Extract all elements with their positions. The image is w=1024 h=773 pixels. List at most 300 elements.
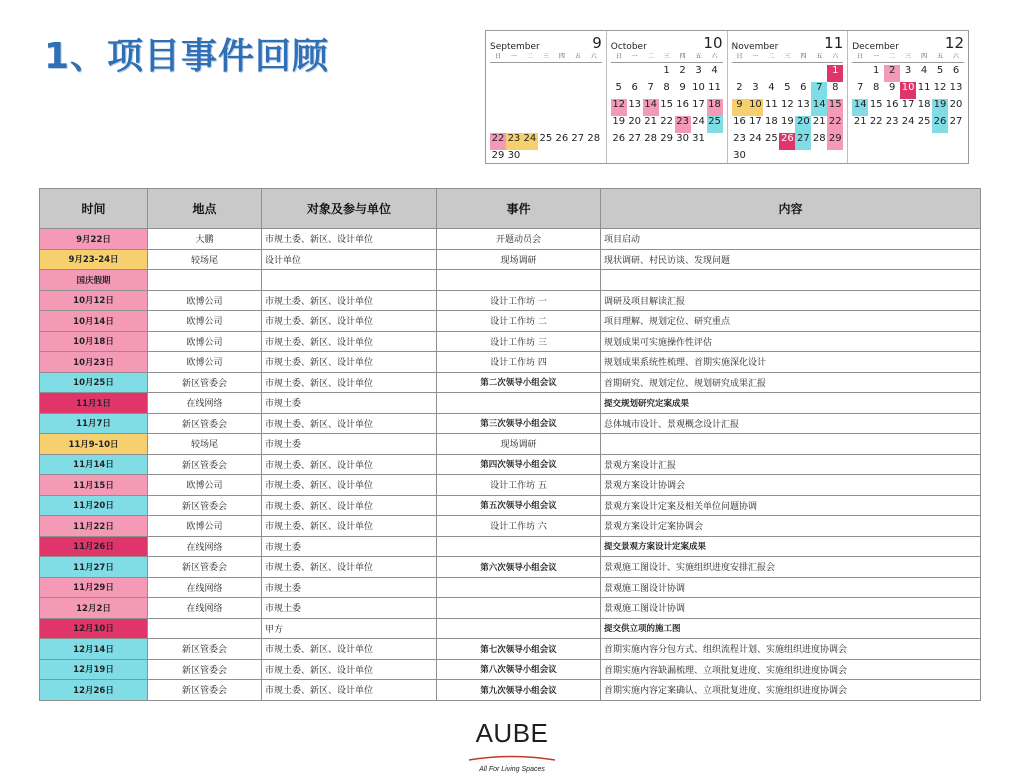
weekday-row (490, 52, 602, 63)
cell-party: 市规土委、新区、设计单位 (262, 311, 437, 332)
weekday-row (852, 52, 964, 63)
table-row (40, 352, 981, 373)
calendar-day: 12 (781, 99, 794, 110)
weekday-label: 六 (590, 53, 597, 60)
weekday-label: 二 (889, 53, 896, 60)
calendar-day: 1 (827, 65, 843, 82)
calendar-blank (643, 65, 659, 82)
table-row (40, 393, 981, 414)
cell-place: 新区管委会 (148, 680, 262, 701)
cell-event: 开题动员会 (437, 229, 601, 250)
weekday-label: 一 (510, 53, 517, 60)
calendar-day: 24 (522, 133, 538, 150)
cell-party: 市规土委、新区、设计单位 (262, 454, 437, 475)
calendar-blank (732, 65, 748, 82)
calendar-day: 2 (679, 65, 686, 76)
month-name: October (610, 42, 647, 52)
cell-place: 欧博公司 (148, 352, 262, 373)
cell-party: 市规土委、新区、设计单位 (262, 495, 437, 516)
cell-event: 第八次领导小组会议 (437, 659, 601, 680)
cell-time: 10月12日 (40, 290, 148, 311)
calendar-day: 30 (507, 150, 521, 161)
calendar-blank (570, 99, 586, 116)
calendar-blank (570, 116, 586, 133)
calendar-blank (586, 65, 602, 82)
calendar-blank (506, 65, 522, 82)
cell-time: 11月14日 (40, 454, 148, 475)
cell-party: 市规土委、新区、设计单位 (262, 229, 437, 250)
calendar-blank (538, 116, 554, 133)
cell-time: 11月26日 (40, 536, 148, 557)
cell-place: 在线网络 (148, 598, 262, 619)
cell-party: 市规土委 (262, 598, 437, 619)
cell-event (437, 270, 601, 291)
calendar-day: 10 (900, 82, 916, 99)
header-event: 事件 (437, 189, 601, 229)
weekday-label: 二 (768, 53, 775, 60)
cell-content: 提交规划研究定案成果 (601, 393, 981, 414)
cell-event: 现场调研 (437, 434, 601, 455)
header-place: 地点 (148, 189, 262, 229)
cell-time: 12月2日 (40, 598, 148, 619)
table-row (40, 680, 981, 701)
calendar-day: 18 (917, 99, 931, 110)
cell-event: 第二次领导小组会议 (437, 372, 601, 393)
cell-party (262, 270, 437, 291)
calendar-blank (852, 65, 868, 82)
cell-place: 欧博公司 (148, 516, 262, 537)
weekday-label: 日 (857, 53, 864, 60)
calendar-day: 27 (571, 133, 585, 144)
table-row (40, 659, 981, 680)
weekday-label: 三 (663, 53, 670, 60)
cell-content: 项目理解、规划定位、研究重点 (601, 311, 981, 332)
calendar-day: 18 (765, 116, 778, 127)
table-row (40, 331, 981, 352)
calendar-day: 28 (644, 133, 658, 144)
calendar-day: 25 (707, 116, 723, 133)
weekday-row (611, 52, 723, 63)
cell-content: 项目启动 (601, 229, 981, 250)
calendar-day: 4 (768, 82, 775, 93)
cell-party: 市规土委、新区、设计单位 (262, 331, 437, 352)
cell-time: 11月1日 (40, 393, 148, 414)
calendar-day: 26 (932, 116, 948, 133)
calendar-day: 22 (869, 116, 883, 127)
calendar-day: 9 (888, 82, 896, 93)
calendar-day: 15 (827, 99, 843, 116)
calendar-day: 20 (795, 116, 811, 133)
calendar-day: 14 (811, 99, 827, 116)
calendar-blank (490, 65, 506, 82)
header-party: 对象及参与单位 (262, 189, 437, 229)
cell-event: 现场调研 (437, 249, 601, 270)
calendar-day: 20 (949, 99, 963, 110)
cell-content: 首期实施内容缺漏梳理、立项批复进度、实施组织进度协调会 (601, 659, 981, 680)
cell-time: 11月9-10日 (40, 434, 148, 455)
calendar-day: 29 (491, 150, 505, 161)
calendar-day: 6 (631, 82, 638, 93)
calendar-day: 7 (647, 82, 654, 93)
calendar-day: 28 (587, 133, 601, 144)
calendar-day: 23 (885, 116, 899, 127)
calendar-blank (779, 65, 795, 82)
calendar-day: 5 (615, 82, 622, 93)
calendar-day: 16 (733, 116, 746, 127)
cell-event: 设计工作坊 六 (437, 516, 601, 537)
aube-logo (466, 720, 558, 773)
calendar-day: 23 (733, 133, 746, 144)
calendar-day: 28 (812, 133, 826, 144)
calendar-day: 10 (747, 99, 763, 116)
calendar-day: 3 (695, 65, 702, 76)
weekday-label: 二 (526, 53, 533, 60)
cell-party: 市规土委、新区、设计单位 (262, 680, 437, 701)
event-table (39, 188, 981, 701)
calendar-day: 21 (644, 116, 658, 127)
cell-content: 首期实施内容定案确认、立项批复进度、实施组织进度协调会 (601, 680, 981, 701)
table-row (40, 434, 981, 455)
calendar-day: 3 (904, 65, 912, 76)
calendar-day: 21 (853, 116, 867, 127)
calendar-day: 31 (692, 133, 705, 144)
weekday-label: 四 (679, 53, 686, 60)
month-number: 10 (703, 34, 723, 52)
cell-content: 规划成果可实施操作性评估 (601, 331, 981, 352)
calendar-day: 5 (784, 82, 791, 93)
calendar-day: 7 (857, 82, 864, 93)
calendar-blank (554, 99, 570, 116)
calendar-month (728, 31, 849, 163)
month-name: November (731, 42, 779, 52)
calendar-day: 29 (660, 133, 673, 144)
cell-place: 欧博公司 (148, 290, 262, 311)
calendar-day: 25 (917, 116, 931, 127)
table-row (40, 557, 981, 578)
calendar-day: 25 (539, 133, 553, 144)
calendar-day: 26 (555, 133, 569, 144)
calendar-day: 20 (628, 116, 642, 127)
cell-content: 调研及项目解读汇报 (601, 290, 981, 311)
calendar-day: 24 (901, 116, 915, 127)
table-row (40, 516, 981, 537)
calendar-day: 1 (663, 65, 670, 76)
cell-time: 11月7日 (40, 413, 148, 434)
calendar-day: 15 (869, 99, 883, 110)
calendar-day: 4 (920, 65, 928, 76)
calendar-day: 22 (490, 133, 506, 150)
calendar-day: 26 (612, 133, 626, 144)
calendar-blank (611, 65, 627, 82)
table-row (40, 229, 981, 250)
calendar-day: 14 (643, 99, 659, 116)
cell-content (601, 270, 981, 291)
weekday-label: 四 (921, 53, 928, 60)
weekday-label: 二 (647, 53, 654, 60)
calendar-blank (554, 82, 570, 99)
cell-time: 10月23日 (40, 352, 148, 373)
calendar-blank (554, 65, 570, 82)
cell-event: 第九次领导小组会议 (437, 680, 601, 701)
cell-content: 规划成果系统性梳理、首期实施深化设计 (601, 352, 981, 373)
weekday-label: 五 (574, 53, 581, 60)
weekday-label: 六 (711, 53, 718, 60)
weekday-label: 五 (937, 53, 944, 60)
cell-party: 市规土委 (262, 577, 437, 598)
calendar-blank (490, 116, 506, 133)
calendar-day: 27 (628, 133, 642, 144)
cell-event: 设计工作坊 五 (437, 475, 601, 496)
cell-place: 在线网络 (148, 393, 262, 414)
cell-place: 较场尾 (148, 249, 262, 270)
cell-place: 新区管委会 (148, 372, 262, 393)
cell-place: 新区管委会 (148, 639, 262, 660)
calendar-blank (586, 116, 602, 133)
calendar-month (486, 31, 607, 163)
cell-party: 市规土委、新区、设计单位 (262, 516, 437, 537)
calendar-day: 19 (781, 116, 794, 127)
cell-time: 国庆假期 (40, 270, 148, 291)
table-row (40, 270, 981, 291)
cell-place (148, 270, 262, 291)
weekday-label: 一 (873, 53, 880, 60)
cell-content (601, 434, 981, 455)
table-row (40, 495, 981, 516)
cell-event: 第五次领导小组会议 (437, 495, 601, 516)
table-row (40, 598, 981, 619)
calendar-day: 16 (676, 99, 689, 110)
cell-time: 9月22日 (40, 229, 148, 250)
cell-time: 12月26日 (40, 680, 148, 701)
cell-place: 较场尾 (148, 434, 262, 455)
cell-place: 欧博公司 (148, 311, 262, 332)
calendar-day: 24 (749, 133, 762, 144)
weekday-label: 三 (905, 53, 912, 60)
calendar-day: 2 (736, 82, 743, 93)
weekday-row (732, 52, 844, 63)
cell-event (437, 577, 601, 598)
logo-tagline: All For Living Spaces (479, 766, 545, 773)
calendar-day: 23 (675, 116, 691, 133)
calendar-blank (811, 65, 827, 82)
cell-time: 10月25日 (40, 372, 148, 393)
cell-place: 新区管委会 (148, 557, 262, 578)
calendar-day: 12 (611, 99, 627, 116)
cell-place: 新区管委会 (148, 413, 262, 434)
calendar-blank (506, 82, 522, 99)
weekday-label: 六 (832, 53, 839, 60)
calendar-day: 6 (952, 65, 960, 76)
cell-content: 提交景观方案设计定案成果 (601, 536, 981, 557)
cell-place: 新区管委会 (148, 454, 262, 475)
cell-time: 12月10日 (40, 618, 148, 639)
calendar-day: 17 (901, 99, 915, 110)
table-row (40, 454, 981, 475)
calendar-blank (570, 65, 586, 82)
calendar-blank (490, 82, 506, 99)
cell-event: 设计工作坊 二 (437, 311, 601, 332)
calendar-blank (506, 99, 522, 116)
cell-content: 首期实施内容分包方式、组织流程计划、实施组织进度协调会 (601, 639, 981, 660)
calendar-blank (763, 65, 779, 82)
weekday-label: 日 (494, 53, 501, 60)
cell-content: 景观施工图设计、实施组织进度安排汇报会 (601, 557, 981, 578)
cell-place: 在线网络 (148, 577, 262, 598)
table-row (40, 639, 981, 660)
header-content: 内容 (601, 189, 981, 229)
calendar-day: 9 (679, 82, 686, 93)
calendar-day: 15 (660, 99, 673, 110)
cell-content: 景观方案设计定案协调会 (601, 516, 981, 537)
calendar-day: 21 (812, 116, 826, 127)
calendar-day: 9 (732, 99, 748, 116)
calendar-blank (522, 99, 538, 116)
weekday-label: 日 (615, 53, 622, 60)
cell-content: 提交供立项的施工图 (601, 618, 981, 639)
weekday-label: 四 (558, 53, 565, 60)
calendar-day: 13 (628, 99, 642, 110)
month-number: 11 (824, 34, 844, 52)
page-title: 1、项目事件回顾 (44, 36, 330, 77)
table-row (40, 577, 981, 598)
cell-party: 市规土委、新区、设计单位 (262, 352, 437, 373)
calendar-blank (522, 65, 538, 82)
header-time: 时间 (40, 189, 148, 229)
cell-party: 市规土委 (262, 536, 437, 557)
cell-time: 11月29日 (40, 577, 148, 598)
cell-event (437, 393, 601, 414)
cell-party: 市规土委、新区、设计单位 (262, 413, 437, 434)
cell-party: 市规土委 (262, 393, 437, 414)
cell-party: 市规土委、新区、设计单位 (262, 639, 437, 660)
calendar-blank (586, 99, 602, 116)
weekday-label: 三 (784, 53, 791, 60)
calendar-day: 19 (932, 99, 948, 116)
calendar-day: 18 (707, 99, 723, 116)
calendar-day: 11 (765, 99, 778, 110)
calendar-day: 22 (660, 116, 673, 127)
calendar-day: 5 (936, 65, 944, 76)
table-header-row (40, 189, 981, 229)
cell-event: 第四次领导小组会议 (437, 454, 601, 475)
cell-content: 景观方案设计汇报 (601, 454, 981, 475)
weekday-label: 五 (816, 53, 823, 60)
cell-content: 景观方案设计协调会 (601, 475, 981, 496)
cell-event: 设计工作坊 一 (437, 290, 601, 311)
calendar-day: 17 (692, 99, 705, 110)
cell-content: 景观方案设计定案及相关单位问题协调 (601, 495, 981, 516)
cell-event: 第三次领导小组会议 (437, 413, 601, 434)
cell-time: 11月20日 (40, 495, 148, 516)
weekday-label: 一 (631, 53, 638, 60)
cell-party: 市规土委、新区、设计单位 (262, 557, 437, 578)
weekday-label: 一 (752, 53, 759, 60)
calendar-day: 30 (733, 150, 746, 161)
table-row (40, 311, 981, 332)
cell-place: 欧博公司 (148, 475, 262, 496)
cell-content: 景观施工图设计协调 (601, 577, 981, 598)
table-row (40, 475, 981, 496)
cell-party: 甲方 (262, 618, 437, 639)
calendar-month (607, 31, 728, 163)
cell-event: 设计工作坊 三 (437, 331, 601, 352)
weekday-label: 五 (695, 53, 702, 60)
calendar-day: 10 (692, 82, 705, 93)
month-name: December (852, 42, 899, 52)
cell-place (148, 618, 262, 639)
calendar-blank (506, 116, 522, 133)
logo-name: AUBE (475, 718, 549, 748)
calendar-day: 30 (676, 133, 689, 144)
table-row (40, 618, 981, 639)
calendar-day: 8 (832, 82, 839, 93)
table-row (40, 413, 981, 434)
cell-party: 市规土委、新区、设计单位 (262, 290, 437, 311)
calendar-day: 2 (884, 65, 900, 82)
calendar-blank (795, 65, 811, 82)
cell-time: 11月27日 (40, 557, 148, 578)
calendar-day: 8 (663, 82, 670, 93)
calendar-strip (485, 30, 969, 164)
cell-time: 11月22日 (40, 516, 148, 537)
calendar-month (848, 31, 968, 163)
month-name: September (490, 42, 540, 52)
calendar-day: 27 (795, 133, 811, 150)
calendar-blank (586, 82, 602, 99)
calendar-day: 13 (949, 82, 963, 93)
calendar-blank (522, 82, 538, 99)
cell-time: 10月14日 (40, 311, 148, 332)
calendar-day: 8 (873, 82, 880, 93)
month-number: 9 (592, 34, 602, 52)
calendar-blank (538, 65, 554, 82)
calendar-day: 26 (779, 133, 795, 150)
calendar-day: 27 (949, 116, 963, 127)
calendar-blank (747, 65, 763, 82)
table-row (40, 249, 981, 270)
cell-content: 景观施工图设计协调 (601, 598, 981, 619)
cell-time: 10月18日 (40, 331, 148, 352)
calendar-day: 14 (852, 99, 868, 116)
cell-content: 首期研究、规划定位、规划研究成果汇报 (601, 372, 981, 393)
calendar-blank (522, 116, 538, 133)
calendar-day: 24 (692, 116, 705, 127)
calendar-day: 1 (873, 65, 880, 76)
cell-time: 11月15日 (40, 475, 148, 496)
cell-content: 总体城市设计、景观概念设计汇报 (601, 413, 981, 434)
cell-time: 12月14日 (40, 639, 148, 660)
logo-swoosh-icon (467, 755, 557, 761)
calendar-blank (554, 116, 570, 133)
calendar-day: 6 (800, 82, 807, 93)
calendar-day: 25 (765, 133, 778, 144)
weekday-label: 三 (542, 53, 549, 60)
cell-party: 市规土委、新区、设计单位 (262, 475, 437, 496)
table-row (40, 372, 981, 393)
calendar-day: 22 (827, 116, 843, 133)
cell-event: 第六次领导小组会议 (437, 557, 601, 578)
cell-time: 12月19日 (40, 659, 148, 680)
calendar-day: 19 (612, 116, 626, 127)
calendar-blank (538, 99, 554, 116)
cell-place: 新区管委会 (148, 659, 262, 680)
cell-party: 市规土委、新区、设计单位 (262, 659, 437, 680)
weekday-label: 四 (800, 53, 807, 60)
cell-event (437, 598, 601, 619)
calendar-day: 17 (749, 116, 762, 127)
cell-place: 新区管委会 (148, 495, 262, 516)
cell-place: 欧博公司 (148, 331, 262, 352)
